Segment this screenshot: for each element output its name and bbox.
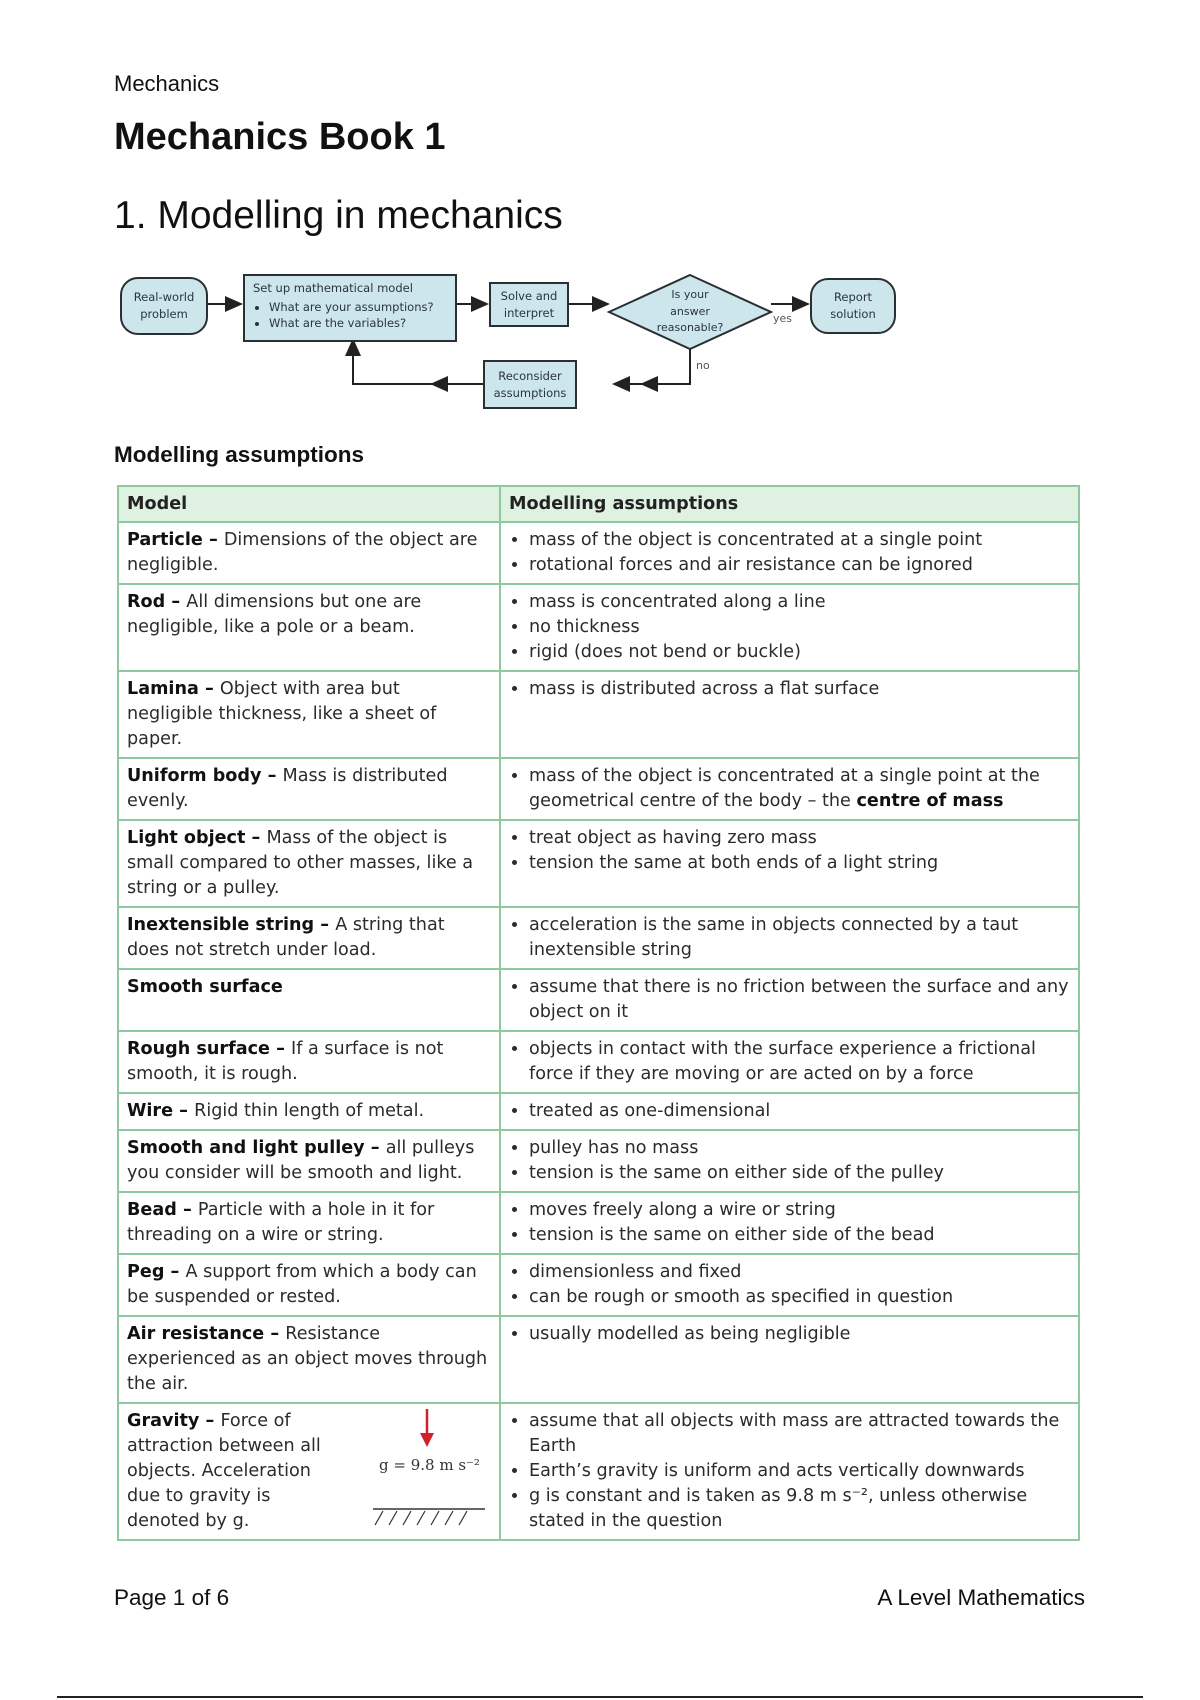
assumption-text: no thickness: [529, 617, 640, 637]
assumptions-cell: [500, 522, 1079, 584]
page-number: Page 1 of 6: [114, 1585, 230, 1610]
table-row: [118, 907, 1079, 969]
assumptions-cell: [500, 671, 1079, 758]
model-cell: [118, 584, 500, 671]
table-row: [118, 758, 1079, 820]
assumptions-cell: [500, 1093, 1079, 1130]
assumptions-cell: [500, 1254, 1079, 1316]
model-term: Gravity: [127, 1411, 200, 1431]
assumption-item: [529, 1484, 1070, 1534]
gravity-wrap: [127, 1409, 491, 1534]
model-cell: [118, 820, 500, 907]
assumption-text: tension is the same on either side of the pulley: [529, 1163, 944, 1183]
assumption-emphasis: centre of mass: [856, 791, 1004, 811]
model-description: All dimensions but one are negligible, like a pole or a beam.: [127, 592, 422, 637]
assumptions-cell: [500, 1192, 1079, 1254]
assumptions-cell: [500, 1403, 1079, 1540]
assumption-item: [529, 1260, 1070, 1285]
assumption-item: [529, 1099, 1070, 1124]
assumption-item: [529, 1322, 1070, 1347]
assumption-list: [509, 764, 1070, 814]
assumption-text: can be rough or smooth as specified in question: [529, 1287, 954, 1307]
model-separator: –: [164, 1262, 186, 1282]
table-row: [118, 969, 1079, 1031]
model-description: Rigid thin length of metal.: [194, 1101, 425, 1121]
assumption-list: [509, 1409, 1070, 1534]
real-world-problem-box: [120, 277, 208, 335]
column-header-assumptions: Modelling assumptions: [500, 486, 1079, 522]
model-description: Particle with a hole in it for threading on a wire or string.: [127, 1200, 435, 1245]
model-separator: –: [264, 1324, 286, 1344]
assumption-item: [529, 1223, 1070, 1248]
assumptions-cell: [500, 969, 1079, 1031]
assumption-item: [529, 851, 1070, 876]
reconsider-assumptions-label: Reconsider assumptions: [493, 368, 567, 400]
assumption-text: treat object as having zero mass: [529, 828, 817, 848]
model-separator: –: [364, 1138, 386, 1158]
assumptions-cell: [500, 1031, 1079, 1093]
model-term: Air resistance: [127, 1324, 265, 1344]
assumption-list: [509, 1260, 1070, 1310]
assumption-text: assume that all objects with mass are attracted towards the Earth: [529, 1411, 1060, 1456]
model-description: Object with area but negligible thickness, like a sheet of paper.: [127, 679, 437, 749]
model-term: Uniform body: [127, 766, 262, 786]
assumption-text: objects in contact with the surface experience a frictional force if they are moving or are acted on by a force: [529, 1039, 1036, 1084]
assumption-list: [509, 913, 1070, 963]
model-term: Rough surface: [127, 1039, 270, 1059]
assumption-list: [509, 1037, 1070, 1087]
model-separator: –: [173, 1101, 195, 1121]
gravity-arrowhead-icon: [420, 1433, 434, 1447]
assumption-text: tension the same at both ends of a light string: [529, 853, 939, 873]
model-description: If a surface is not smooth, it is rough.: [127, 1039, 444, 1084]
assumption-text: mass of the object is concentrated at a single point at the geometrical centre of the body – the: [529, 766, 1040, 811]
assumptions-cell: [500, 1316, 1079, 1403]
assumptions-cell: [500, 758, 1079, 820]
table-header-row: [118, 486, 1079, 522]
assumption-item: [529, 640, 1070, 665]
assumptions-cell: [500, 1130, 1079, 1192]
model-term: Wire: [127, 1101, 174, 1121]
report-solution-box: [810, 278, 896, 334]
page-header: Mechanics: [114, 71, 220, 96]
model-separator: –: [261, 766, 283, 786]
assumption-text: assume that there is no friction between the surface and any object on it: [529, 977, 1069, 1022]
mathematical-model-box: [243, 274, 457, 342]
assumption-item: [529, 677, 1070, 702]
model-cell: [118, 969, 500, 1031]
table-row: [118, 1093, 1079, 1130]
assumption-item: [529, 1198, 1070, 1223]
model-bullet: • What are your assumptions?: [269, 299, 447, 316]
assumption-text: moves freely along a wire or string: [529, 1200, 836, 1220]
assumption-item: [529, 1136, 1070, 1161]
table-row: [118, 584, 1079, 671]
gravity-value-label: g = 9.8 m s⁻²: [379, 1456, 480, 1474]
assumption-list: [509, 1322, 1070, 1347]
model-description: Dimensions of the object are negligible.: [127, 530, 478, 575]
modelling-flowchart: [114, 255, 914, 415]
assumption-text: acceleration is the same in objects connected by a taut inextensible string: [529, 915, 1019, 960]
reconsider-assumptions-box: [483, 360, 577, 409]
footer-course: A Level Mathematics: [877, 1585, 1085, 1610]
assumption-text: tension is the same on either side of the bead: [529, 1225, 935, 1245]
table-row: [118, 1031, 1079, 1093]
model-cell: [118, 758, 500, 820]
report-solution-label: Report solution: [830, 290, 876, 321]
assumption-item: [529, 615, 1070, 640]
model-cell: [118, 1130, 500, 1192]
yes-label: yes: [773, 312, 793, 325]
table-row-gravity: [118, 1403, 1079, 1540]
assumption-list: [509, 677, 1070, 702]
assumption-item: [529, 1161, 1070, 1186]
assumption-item: [529, 975, 1070, 1025]
model-cell: [118, 1254, 500, 1316]
model-term: Peg: [127, 1262, 165, 1282]
assumption-item: [529, 1459, 1070, 1484]
assumption-item: [529, 528, 1070, 553]
solve-interpret-box: [489, 282, 569, 327]
model-separator: –: [245, 828, 267, 848]
assumption-list: [509, 528, 1070, 578]
model-separator: –: [269, 1039, 292, 1059]
assumptions-cell: [500, 907, 1079, 969]
assumption-text: g is constant and is taken as 9.8 m s⁻², unless otherwise stated in the question: [529, 1486, 1028, 1531]
assumption-list: [509, 1099, 1070, 1124]
table-row: [118, 820, 1079, 907]
model-description: Force of attraction between all objects. Acceleration due to gravity is denoted by g.: [127, 1411, 321, 1531]
model-separator: –: [176, 1200, 198, 1220]
assumption-item: [529, 1285, 1070, 1310]
model-term: Inextensible string: [127, 915, 315, 935]
assumption-text: mass of the object is concentrated at a single point: [529, 530, 983, 550]
model-cell: [118, 1031, 500, 1093]
assumption-text: Earth’s gravity is uniform and acts vertically downwards: [529, 1461, 1025, 1481]
model-cell: [118, 1192, 500, 1254]
model-separator: –: [198, 679, 220, 699]
model-term: Particle: [127, 530, 203, 550]
assumption-item: [529, 590, 1070, 615]
no-label: no: [696, 359, 710, 372]
assumption-text: usually modelled as being negligible: [529, 1324, 851, 1344]
model-separator: –: [314, 915, 336, 935]
solve-interpret-label: Solve and interpret: [500, 288, 558, 320]
decision-label: Is your answer reasonable?: [656, 288, 724, 335]
real-world-problem-label: Real-world problem: [133, 290, 195, 321]
assumptions-cell: [500, 584, 1079, 671]
assumption-text: rigid (does not bend or buckle): [529, 642, 801, 662]
model-term: Bead: [127, 1200, 177, 1220]
assumption-item: [529, 1409, 1070, 1459]
assumption-item: [529, 764, 1070, 814]
model-term: Smooth and light pulley: [127, 1138, 365, 1158]
model-separator: –: [202, 530, 224, 550]
model-separator: –: [165, 592, 187, 612]
model-bullet: • What are the variables?: [269, 315, 447, 332]
model-description: Mass of the object is small compared to other masses, like a string or a pulley.: [127, 828, 474, 898]
assumption-text: mass is concentrated along a line: [529, 592, 826, 612]
model-title: Set up mathematical model: [253, 281, 413, 295]
assumption-list: [509, 1198, 1070, 1248]
arrow-no-to-reconsider: [614, 349, 690, 384]
model-description: A string that does not stretch under load.: [127, 915, 445, 960]
model-cell: [118, 1403, 500, 1540]
assumption-list: [509, 975, 1070, 1025]
gravity-figure: [365, 1405, 495, 1533]
assumption-item: [529, 826, 1070, 851]
assumption-text: pulley has no mass: [529, 1138, 699, 1158]
model-cell: [118, 522, 500, 584]
ground-hatching: [375, 1511, 467, 1525]
chapter-title: 1. Modelling in mechanics: [114, 194, 563, 237]
assumption-list: [509, 1136, 1070, 1186]
assumption-item: [529, 1037, 1070, 1087]
book-title: Mechanics Book 1: [114, 116, 446, 158]
gravity-description: [127, 1409, 342, 1534]
table-row: [118, 1254, 1079, 1316]
section-title: Modelling assumptions: [114, 442, 365, 467]
table-row: [118, 1192, 1079, 1254]
model-description: all pulleys you consider will be smooth and light.: [127, 1138, 475, 1183]
assumption-list: [509, 826, 1070, 876]
model-description: Resistance experienced as an object moves through the air.: [127, 1324, 488, 1394]
assumptions-cell: [500, 820, 1079, 907]
model-cell: [118, 1316, 500, 1403]
assumption-item: [529, 553, 1070, 578]
model-term: Light object: [127, 828, 246, 848]
table-row: [118, 1130, 1079, 1192]
model-cell: [118, 671, 500, 758]
table-row: [118, 671, 1079, 758]
model-term: Lamina: [127, 679, 199, 699]
model-term: Rod: [127, 592, 166, 612]
modelling-assumptions-table: [117, 485, 1080, 1541]
model-cell: [118, 1093, 500, 1130]
column-header-model: Model: [118, 486, 500, 522]
model-term: Smooth surface: [127, 977, 283, 997]
model-description: Mass is distributed evenly.: [127, 766, 448, 811]
assumption-text: dimensionless and fixed: [529, 1262, 742, 1282]
assumption-text: rotational forces and air resistance can be ignored: [529, 555, 973, 575]
assumption-text: treated as one-dimensional: [529, 1101, 771, 1121]
assumption-list: [509, 590, 1070, 665]
table-row: [118, 1316, 1079, 1403]
model-separator: –: [199, 1411, 221, 1431]
bottom-divider: [57, 1696, 1143, 1698]
model-description: A support from which a body can be suspended or rested.: [127, 1262, 477, 1307]
model-cell: [118, 907, 500, 969]
table-row: [118, 522, 1079, 584]
assumption-item: [529, 913, 1070, 963]
assumption-text: mass is distributed across a flat surface: [529, 679, 880, 699]
